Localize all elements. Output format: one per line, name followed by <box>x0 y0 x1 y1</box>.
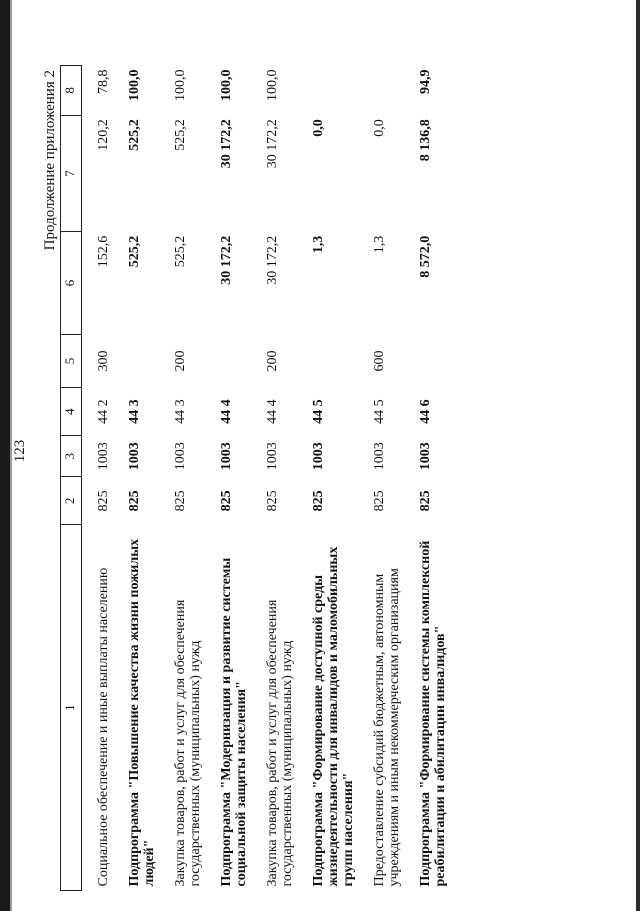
cell-c5: 600 <box>372 350 387 372</box>
table-row <box>203 66 249 891</box>
cell-c4: 44 5 <box>372 399 387 424</box>
cell-c5 <box>111 334 157 388</box>
column-header: 3 <box>61 435 82 477</box>
cell-c8: 100,0 <box>219 69 234 101</box>
cell-c2: 825 <box>418 490 433 512</box>
cell-c3: 1003 <box>219 442 234 471</box>
cell-c4: 44 4 <box>219 399 234 424</box>
cell-c6: 1,3 <box>372 235 387 254</box>
cell-c4: 44 2 <box>96 399 111 424</box>
cell-c2: 825 <box>311 490 326 512</box>
cell-c6: 8 572,0 <box>418 235 433 278</box>
cell-c3: 1003 <box>127 442 142 471</box>
cell-c3: 1003 <box>372 442 387 471</box>
table-row <box>157 66 203 891</box>
cell-c5: 200 <box>265 350 280 372</box>
column-header: 1 <box>61 525 82 891</box>
cell-c2: 825 <box>127 490 142 512</box>
cell-c5 <box>295 334 356 388</box>
cell-c7: 525,2 <box>127 119 142 151</box>
row-name: Закупка товаров, работ и услуг для обеспечения государственных (муниципальных) нужд <box>173 599 203 887</box>
cell-c7: 8 136,8 <box>418 119 433 162</box>
table-row <box>295 66 356 891</box>
cell-c7: 120,2 <box>96 119 111 151</box>
cell-c3: 1003 <box>173 442 188 471</box>
cell-c8: 100,0 <box>265 69 280 101</box>
cell-c7: 0,0 <box>311 119 326 137</box>
cell-c6: 1,3 <box>311 235 326 254</box>
table-row <box>402 66 448 891</box>
cell-c2: 825 <box>219 490 234 512</box>
column-header: 5 <box>61 334 82 388</box>
cell-c4: 44 6 <box>418 399 433 424</box>
row-name: Закупка товаров, работ и услуг для обеспечения государственных (муниципальных) нужд <box>265 599 295 887</box>
cell-c6: 30 172,2 <box>265 235 280 285</box>
row-name: Социальное обеспечение и иные выплаты населению <box>96 567 111 887</box>
budget-table <box>60 65 448 891</box>
cell-c2: 825 <box>96 490 111 512</box>
row-name: Подпрограмма "Формирование доступной среды жизнедеятельности для инвалидов и маломобильных групп населения" <box>311 546 356 887</box>
cell-c8: 100,0 <box>173 69 188 101</box>
cell-c6: 525,2 <box>127 235 142 268</box>
column-header: 7 <box>61 115 82 232</box>
column-header: 8 <box>61 66 82 116</box>
cell-c7: 0,0 <box>372 119 387 137</box>
row-name: Подпрограмма "Модернизация и развитие системы социальной защиты населения" <box>219 557 249 887</box>
cell-c3: 1003 <box>418 442 433 471</box>
cell-c8: 94,9 <box>418 69 433 94</box>
cell-c8: 100,0 <box>127 69 142 101</box>
continuation-note: Продолжение приложения 2 <box>42 70 58 251</box>
cell-c6: 152,6 <box>96 235 111 268</box>
row-name: Предоставление субсидий бюджетным, автономным учреждениям и иным некоммерческим организациям <box>372 568 402 887</box>
cell-c6: 525,2 <box>173 235 188 268</box>
cell-c2: 825 <box>173 490 188 512</box>
table-row <box>249 66 295 891</box>
row-name: Подпрограмма "Повышение качества жизни пожилых людей" <box>127 538 157 887</box>
cell-c4: 44 3 <box>127 399 142 424</box>
table-row <box>82 66 112 891</box>
page-number: 123 <box>12 439 28 463</box>
cell-c8: 78,8 <box>96 69 111 94</box>
column-header: 4 <box>61 388 82 436</box>
table-header-row <box>61 66 82 891</box>
table-row <box>111 66 157 891</box>
cell-c4: 44 5 <box>311 399 326 424</box>
cell-c5: 200 <box>173 350 188 372</box>
cell-c7: 30 172,2 <box>265 119 280 169</box>
column-header: 6 <box>61 232 82 334</box>
cell-c3: 1003 <box>265 442 280 471</box>
cell-c7: 30 172,2 <box>219 119 234 169</box>
row-name: Подпрограмма "Формирование системы комплексной реабилитации и абилитации инвалидов" <box>418 540 448 887</box>
cell-c4: 44 4 <box>265 399 280 424</box>
cell-c5 <box>402 334 448 388</box>
cell-c3: 1003 <box>96 442 111 471</box>
table-row <box>356 66 402 891</box>
column-header: 2 <box>61 477 82 525</box>
cell-c5: 300 <box>96 350 111 372</box>
cell-c3: 1003 <box>311 442 326 471</box>
cell-c2: 825 <box>372 490 387 512</box>
cell-c8 <box>356 66 402 116</box>
cell-c7: 525,2 <box>173 119 188 151</box>
cell-c4: 44 3 <box>173 399 188 424</box>
cell-c5 <box>203 334 249 388</box>
cell-c6: 30 172,2 <box>219 235 234 285</box>
cell-c2: 825 <box>265 490 280 512</box>
cell-c8 <box>295 66 356 116</box>
